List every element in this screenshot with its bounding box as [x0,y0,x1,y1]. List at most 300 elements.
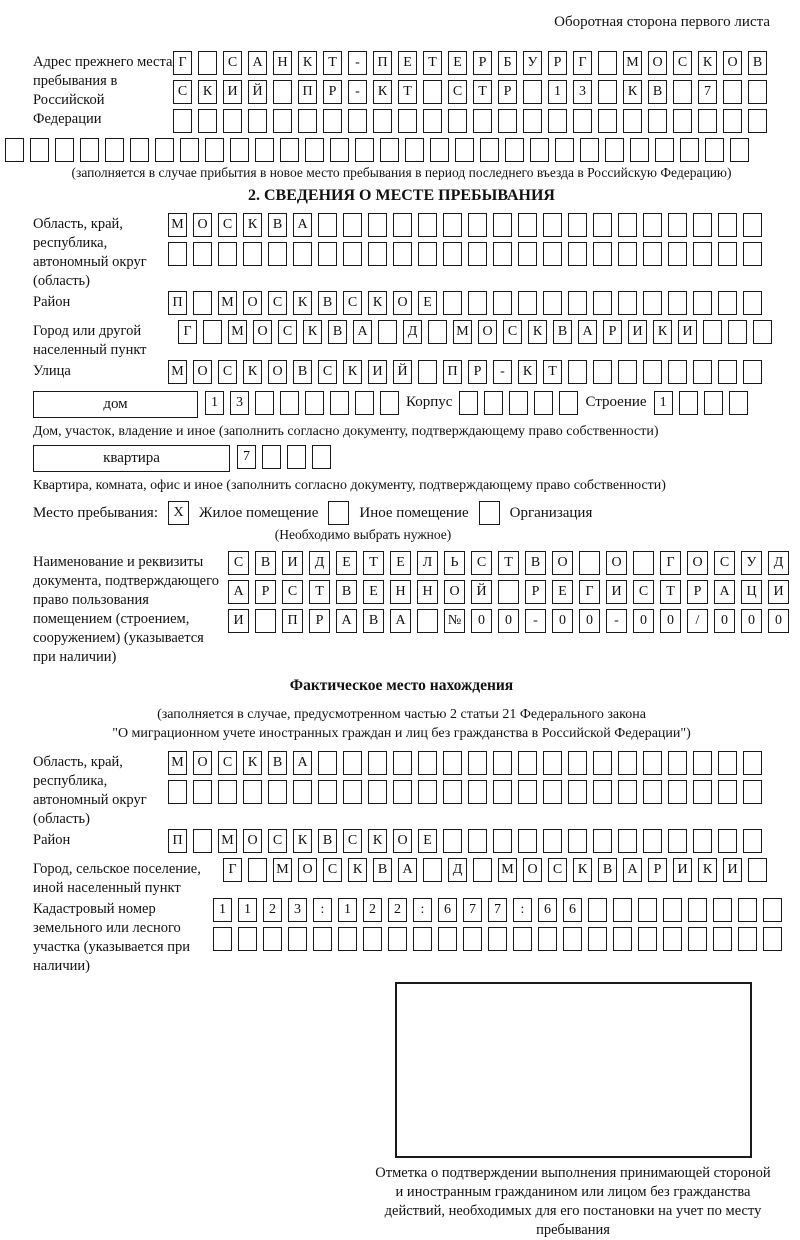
char-cell[interactable]: Е [363,580,384,604]
char-cell[interactable]: А [398,858,417,882]
char-cell[interactable] [480,138,499,162]
char-cell[interactable] [473,109,492,133]
char-cell[interactable] [718,751,737,775]
char-cell[interactable]: С [218,751,237,775]
char-cell[interactable] [729,391,748,415]
char-cell[interactable]: В [318,291,337,315]
char-cell[interactable]: Л [417,551,438,575]
char-cell[interactable]: К [373,80,392,104]
char-cell[interactable] [568,291,587,315]
char-cell[interactable] [543,213,562,237]
char-cell[interactable] [468,751,487,775]
char-cell[interactable] [598,80,617,104]
char-cell[interactable] [534,391,553,415]
char-cell[interactable] [198,51,217,75]
char-cell[interactable]: К [698,51,717,75]
char-cell[interactable] [548,109,567,133]
char-cell[interactable] [378,320,397,344]
char-cell[interactable] [368,213,387,237]
char-cell[interactable] [743,360,762,384]
char-cell[interactable]: - [525,609,546,633]
char-cell[interactable] [398,109,417,133]
char-cell[interactable] [180,138,199,162]
char-cell[interactable]: Й [471,580,492,604]
char-cell[interactable]: В [293,360,312,384]
char-cell[interactable] [130,138,149,162]
char-cell[interactable] [243,242,262,266]
char-cell[interactable]: Г [573,51,592,75]
char-cell[interactable]: М [228,320,247,344]
char-cell[interactable] [698,109,717,133]
char-cell[interactable] [713,927,732,951]
char-cell[interactable] [468,780,487,804]
char-cell[interactable] [718,291,737,315]
char-cell[interactable] [588,927,607,951]
char-cell[interactable]: 6 [563,898,582,922]
char-cell[interactable] [633,551,654,575]
char-cell[interactable]: К [243,360,262,384]
char-cell[interactable] [213,927,232,951]
char-cell[interactable]: Р [687,580,708,604]
char-cell[interactable]: С [228,551,249,575]
char-cell[interactable] [280,138,299,162]
char-cell[interactable]: Р [498,80,517,104]
char-cell[interactable]: В [363,609,384,633]
char-cell[interactable]: В [748,51,767,75]
char-cell[interactable] [559,391,578,415]
char-cell[interactable]: И [368,360,387,384]
char-cell[interactable] [443,213,462,237]
char-cell[interactable] [743,242,762,266]
char-cell[interactable] [448,109,467,133]
char-cell[interactable] [593,751,612,775]
char-cell[interactable] [543,780,562,804]
char-cell[interactable] [393,751,412,775]
char-cell[interactable]: С [173,80,192,104]
char-cell[interactable]: А [578,320,597,344]
char-cell[interactable]: Р [603,320,622,344]
char-cell[interactable] [703,320,722,344]
char-cell[interactable] [443,751,462,775]
char-cell[interactable] [593,242,612,266]
char-cell[interactable] [343,242,362,266]
char-cell[interactable]: Т [423,51,442,75]
char-cell[interactable]: К [368,291,387,315]
char-cell[interactable]: М [623,51,642,75]
char-cell[interactable]: А [390,609,411,633]
char-cell[interactable]: А [623,858,642,882]
char-cell[interactable]: О [243,829,262,853]
char-cell[interactable]: У [523,51,542,75]
char-cell[interactable]: 0 [660,609,681,633]
char-cell[interactable]: Т [660,580,681,604]
char-cell[interactable]: В [268,213,287,237]
char-cell[interactable] [443,291,462,315]
char-cell[interactable] [418,360,437,384]
char-cell[interactable] [230,138,249,162]
char-cell[interactable] [30,138,49,162]
char-cell[interactable] [643,780,662,804]
char-cell[interactable] [273,109,292,133]
char-cell[interactable]: Е [398,51,417,75]
stay-type-checkbox-organization[interactable] [479,501,500,525]
char-cell[interactable]: Г [178,320,197,344]
char-cell[interactable] [738,927,757,951]
char-cell[interactable]: М [218,829,237,853]
char-cell[interactable]: 7 [488,898,507,922]
char-cell[interactable] [718,213,737,237]
char-cell[interactable] [693,751,712,775]
char-cell[interactable]: К [653,320,672,344]
char-cell[interactable] [443,242,462,266]
char-cell[interactable]: С [714,551,735,575]
char-cell[interactable] [668,242,687,266]
char-cell[interactable] [498,109,517,133]
char-cell[interactable] [438,927,457,951]
char-cell[interactable]: А [293,751,312,775]
char-cell[interactable] [693,780,712,804]
char-cell[interactable] [623,109,642,133]
char-cell[interactable] [418,242,437,266]
char-cell[interactable] [593,829,612,853]
char-cell[interactable]: О [478,320,497,344]
char-cell[interactable]: И [223,80,242,104]
char-cell[interactable] [330,391,349,415]
char-cell[interactable] [593,291,612,315]
char-cell[interactable]: П [373,51,392,75]
char-cell[interactable]: 0 [768,609,789,633]
char-cell[interactable]: / [687,609,708,633]
char-cell[interactable] [355,138,374,162]
char-cell[interactable] [680,138,699,162]
char-cell[interactable]: Г [223,858,242,882]
char-cell[interactable]: № [444,609,465,633]
char-cell[interactable] [613,927,632,951]
char-cell[interactable] [718,829,737,853]
char-cell[interactable] [643,829,662,853]
char-cell[interactable]: О [687,551,708,575]
char-cell[interactable] [563,927,582,951]
char-cell[interactable]: А [353,320,372,344]
char-cell[interactable]: С [633,580,654,604]
char-cell[interactable] [718,242,737,266]
char-cell[interactable] [318,242,337,266]
char-cell[interactable]: И [228,609,249,633]
char-cell[interactable]: С [278,320,297,344]
char-cell[interactable]: О [253,320,272,344]
char-cell[interactable]: В [268,751,287,775]
char-cell[interactable] [468,213,487,237]
char-cell[interactable]: В [373,858,392,882]
char-cell[interactable] [598,109,617,133]
char-cell[interactable]: Ь [444,551,465,575]
char-cell[interactable]: Д [448,858,467,882]
char-cell[interactable] [630,138,649,162]
char-cell[interactable] [198,109,217,133]
char-cell[interactable]: - [493,360,512,384]
char-cell[interactable]: Н [273,51,292,75]
char-cell[interactable]: С [223,51,242,75]
char-cell[interactable]: 1 [205,391,224,415]
char-cell[interactable] [593,360,612,384]
char-cell[interactable]: Б [498,51,517,75]
char-cell[interactable] [305,391,324,415]
char-cell[interactable]: К [623,80,642,104]
char-cell[interactable] [463,927,482,951]
char-cell[interactable] [493,780,512,804]
char-cell[interactable] [693,242,712,266]
char-cell[interactable] [543,829,562,853]
char-cell[interactable] [355,391,374,415]
char-cell[interactable] [530,138,549,162]
char-cell[interactable]: С [282,580,303,604]
char-cell[interactable] [248,109,267,133]
char-cell[interactable] [105,138,124,162]
char-cell[interactable] [313,927,332,951]
char-cell[interactable]: Т [398,80,417,104]
char-cell[interactable] [255,391,274,415]
char-cell[interactable] [455,138,474,162]
char-cell[interactable]: Р [309,609,330,633]
char-cell[interactable] [518,829,537,853]
char-cell[interactable] [523,109,542,133]
char-cell[interactable]: Р [525,580,546,604]
char-cell[interactable]: В [598,858,617,882]
char-cell[interactable]: 6 [538,898,557,922]
char-cell[interactable]: С [318,360,337,384]
char-cell[interactable] [743,751,762,775]
char-cell[interactable]: В [648,80,667,104]
char-cell[interactable]: - [348,51,367,75]
char-cell[interactable] [643,242,662,266]
char-cell[interactable] [668,751,687,775]
char-cell[interactable] [168,242,187,266]
char-cell[interactable] [380,391,399,415]
char-cell[interactable] [543,751,562,775]
char-cell[interactable]: С [218,360,237,384]
char-cell[interactable]: 0 [498,609,519,633]
char-cell[interactable]: А [293,213,312,237]
char-cell[interactable]: Е [390,551,411,575]
char-cell[interactable] [218,242,237,266]
char-cell[interactable] [588,898,607,922]
char-cell[interactable] [193,291,212,315]
char-cell[interactable] [468,829,487,853]
char-cell[interactable]: И [723,858,742,882]
char-cell[interactable]: В [318,829,337,853]
char-cell[interactable] [679,391,698,415]
char-cell[interactable] [473,858,492,882]
char-cell[interactable]: В [255,551,276,575]
char-cell[interactable] [568,829,587,853]
char-cell[interactable] [493,751,512,775]
char-cell[interactable] [193,242,212,266]
char-cell[interactable] [518,291,537,315]
char-cell[interactable] [598,51,617,75]
char-cell[interactable]: И [606,580,627,604]
char-cell[interactable] [593,780,612,804]
char-cell[interactable]: Й [248,80,267,104]
char-cell[interactable] [363,927,382,951]
char-cell[interactable] [668,213,687,237]
char-cell[interactable] [55,138,74,162]
char-cell[interactable] [338,927,357,951]
char-cell[interactable] [5,138,24,162]
char-cell[interactable]: А [714,580,735,604]
char-cell[interactable]: Н [390,580,411,604]
char-cell[interactable] [343,751,362,775]
char-cell[interactable] [223,109,242,133]
char-cell[interactable]: К [348,858,367,882]
char-cell[interactable] [743,780,762,804]
char-cell[interactable] [413,927,432,951]
char-cell[interactable]: С [268,291,287,315]
char-cell[interactable] [693,829,712,853]
stay-type-checkbox-residential[interactable]: X [168,501,189,525]
char-cell[interactable]: Г [579,580,600,604]
char-cell[interactable] [203,320,222,344]
char-cell[interactable] [280,391,299,415]
char-cell[interactable] [568,360,587,384]
char-cell[interactable] [488,927,507,951]
char-cell[interactable] [318,780,337,804]
char-cell[interactable]: - [606,609,627,633]
char-cell[interactable] [318,751,337,775]
char-cell[interactable] [423,80,442,104]
char-cell[interactable]: О [444,580,465,604]
char-cell[interactable]: : [313,898,332,922]
char-cell[interactable] [305,138,324,162]
char-cell[interactable]: А [248,51,267,75]
char-cell[interactable]: О [193,360,212,384]
char-cell[interactable] [643,291,662,315]
char-cell[interactable] [688,927,707,951]
char-cell[interactable] [568,780,587,804]
char-cell[interactable] [748,109,767,133]
char-cell[interactable] [268,780,287,804]
char-cell[interactable] [705,138,724,162]
char-cell[interactable] [555,138,574,162]
char-cell[interactable]: 1 [238,898,257,922]
char-cell[interactable]: Р [468,360,487,384]
char-cell[interactable] [723,109,742,133]
char-cell[interactable] [468,242,487,266]
apartment-box[interactable]: квартира [33,445,230,472]
char-cell[interactable] [518,780,537,804]
char-cell[interactable]: 0 [714,609,735,633]
char-cell[interactable] [255,609,276,633]
char-cell[interactable]: О [193,751,212,775]
char-cell[interactable]: О [648,51,667,75]
char-cell[interactable]: Т [323,51,342,75]
char-cell[interactable]: О [552,551,573,575]
char-cell[interactable]: Т [363,551,384,575]
char-cell[interactable]: И [282,551,303,575]
char-cell[interactable] [193,829,212,853]
char-cell[interactable] [748,80,767,104]
char-cell[interactable]: К [303,320,322,344]
char-cell[interactable]: Д [403,320,422,344]
char-cell[interactable]: И [628,320,647,344]
char-cell[interactable] [693,213,712,237]
char-cell[interactable] [613,898,632,922]
char-cell[interactable]: П [168,829,187,853]
char-cell[interactable] [298,109,317,133]
char-cell[interactable] [493,291,512,315]
char-cell[interactable]: А [336,609,357,633]
char-cell[interactable]: 6 [438,898,457,922]
char-cell[interactable]: О [723,51,742,75]
char-cell[interactable] [693,360,712,384]
char-cell[interactable] [428,320,447,344]
char-cell[interactable] [618,829,637,853]
char-cell[interactable]: Е [418,291,437,315]
char-cell[interactable]: Т [473,80,492,104]
char-cell[interactable]: С [673,51,692,75]
char-cell[interactable] [730,138,749,162]
char-cell[interactable] [713,898,732,922]
char-cell[interactable]: Р [473,51,492,75]
char-cell[interactable] [218,780,237,804]
char-cell[interactable]: П [298,80,317,104]
char-cell[interactable]: Е [552,580,573,604]
char-cell[interactable]: К [698,858,717,882]
char-cell[interactable]: 0 [552,609,573,633]
char-cell[interactable]: С [268,829,287,853]
house-box[interactable]: дом [33,391,198,418]
char-cell[interactable] [753,320,772,344]
char-cell[interactable] [318,213,337,237]
char-cell[interactable] [643,213,662,237]
char-cell[interactable]: П [168,291,187,315]
char-cell[interactable]: 0 [579,609,600,633]
char-cell[interactable]: Т [543,360,562,384]
char-cell[interactable] [668,829,687,853]
char-cell[interactable]: Т [309,580,330,604]
char-cell[interactable] [618,213,637,237]
char-cell[interactable] [593,213,612,237]
char-cell[interactable]: В [328,320,347,344]
char-cell[interactable] [484,391,503,415]
char-cell[interactable]: М [498,858,517,882]
char-cell[interactable] [568,751,587,775]
char-cell[interactable]: О [393,829,412,853]
char-cell[interactable] [648,109,667,133]
char-cell[interactable] [663,898,682,922]
char-cell[interactable]: Д [309,551,330,575]
char-cell[interactable]: 3 [288,898,307,922]
char-cell[interactable] [393,242,412,266]
char-cell[interactable]: 2 [363,898,382,922]
char-cell[interactable]: О [193,213,212,237]
char-cell[interactable]: Е [418,829,437,853]
char-cell[interactable] [459,391,478,415]
char-cell[interactable] [443,780,462,804]
char-cell[interactable]: 3 [573,80,592,104]
char-cell[interactable] [643,360,662,384]
char-cell[interactable] [287,445,306,469]
char-cell[interactable] [743,291,762,315]
char-cell[interactable]: : [413,898,432,922]
char-cell[interactable] [638,927,657,951]
char-cell[interactable] [688,898,707,922]
char-cell[interactable]: С [343,291,362,315]
char-cell[interactable]: С [323,858,342,882]
char-cell[interactable]: К [293,829,312,853]
char-cell[interactable] [443,829,462,853]
char-cell[interactable] [523,80,542,104]
char-cell[interactable]: Д [768,551,789,575]
